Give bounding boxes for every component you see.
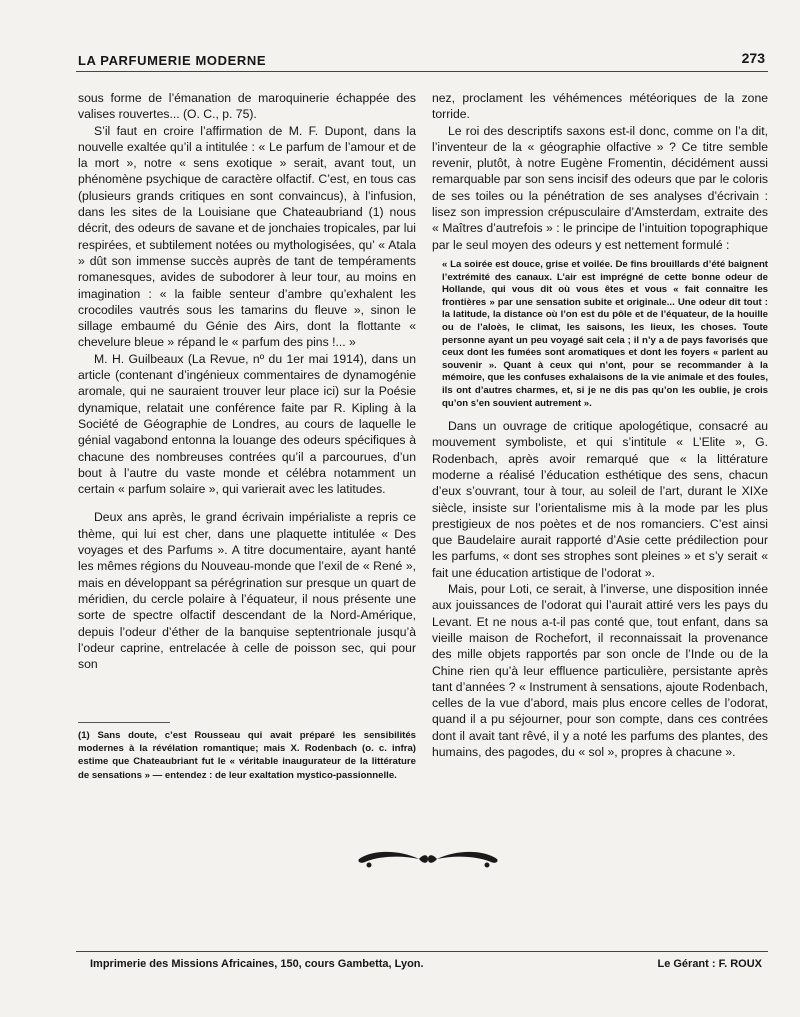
paragraph: sous forme de l’émanation de maroquinerie échappée des valises rouvertes... (O. C., p. 75).	[78, 91, 416, 122]
footer-rule	[76, 951, 768, 952]
paragraph: M. H. Guilbeaux (La Revue, nº du 1er mai 1914), dans un article (contenant d’ingénieux commentaires de dynamogénie aromale, qui ne sauraient trouver leur place ici) sur la Poésie dynamique, relatait une conférence faite par R. Kipling à la Société de Géographie de Londres, au cours de laquelle le génial vagabond entonna la louange des odeurs spécifiques à chacune des nombreuses contrées qu’il a parcourues, d’un bout à l’autre du vaste monde et célébra notamment un certain « parfum solaire », qui varierait avec les latitudes.	[78, 351, 416, 497]
footnote: (1) Sans doute, c’est Rousseau qui avait préparé les sensibilités modernes à la révélation romantique; mais X. Rodenbach (o. c. infra) estime que Chateaubriant fut le « véritable inaugurateur de la littérature de sensations » — entendez : de leur exaltation mystico-passionnelle.	[78, 730, 416, 781]
running-header-title: LA PARFUMERIE MODERNE	[78, 53, 267, 68]
decorative-scroll-ornament	[353, 846, 503, 872]
paragraph: Dans un ouvrage de critique apologétique, consacré au mouvement symboliste, et qui s’intitule « L’Elite », G. Rodenbach, après avoir remarqué que « la littérature moderne a réalisé l’éducation esthétique des sens, chacun d’eux s’ouvrant, tour à tour, au soleil de l’art, durant le XIXe siècle, insiste sur l’orientalisme mis à la mode par les plus prestigieux de nos poètes et de nos romanciers. C’est ainsi que Baudelaire aurait rapporté d’Asie cette prédilection pour les parfums, « dont ses strophes sont pleines » et s’y serait « fait une éducation artistique de l’odorat ».	[432, 419, 768, 580]
paragraph: Mais, pour Loti, ce serait, à l’inverse, une disposition innée aux jouissances de l’odorat qui l’aurait attiré vers les pays du Levant. Et ne nous a-t-il pas conté que, tout enfant, dans sa vieille maison de Rochefort, il reconnaissait la provenance des mille objets rapportés par son oncle de l’Inde ou de la Chine rien qu’à leur effluence particulière, persistante après tant d’années ? « Instrument à sensations, ajoute Rodenbach, celles de la vue d’abord, mais plus encore celles de l’odorat, quand il a pu séjourner, pour son compte, dans ces contrées dont il avait tant rêvé, il y a noté les parfums des plantes, des humains, des pagodes, du « sol », propres à chacune ».	[432, 582, 768, 760]
printer-credit: Imprimerie des Missions Africaines, 150, cours Gambetta, Lyon.	[90, 958, 424, 970]
manager-credit: Le Gérant : F. ROUX	[657, 958, 762, 970]
page-number: 273	[741, 50, 765, 66]
right-column	[432, 90, 768, 760]
left-column	[78, 90, 416, 672]
paragraph: nez, proclament les véhémences météoriques de la zone torride.	[432, 91, 768, 122]
header-rule	[76, 71, 768, 72]
paragraph: S’il faut en croire l’affirmation de M. F. Dupont, dans la nouvelle exaltée qu’il a intitulée : « Le parfum de l’amour et de la mort », notre « sens exotique » serait, avant tout, un phénomène psychique de caractère olfactif. C’est, en tous cas (plusieurs grands critiques en sont convaincus), à l’infusion, dans les sites de la Louisiane que Chateaubriand (1) nous décrit, des odeurs de savane et de jonchaies tropicales, par lui respirées, et subtilement notées ou mythologisées, qu’ « Atala » dût son immense succès auprès de tant de tempéraments romanesques, avides de subodorer à leur tour, au moins en imagination : « la faible senteur d’ambre qu’exhalent les crocodiles vautrés sous les tamarins du fleuve », sinon le sillage embaumé du Génie des Airs, dont la flottante « chevelure bleue » répand le « parfum des pins !... »	[78, 123, 416, 350]
paragraph: Deux ans après, le grand écrivain impérialiste a repris ce thème, qui lui est cher, dans une plaquette intitulée « Des voyages et des Parfums ». A titre documentaire, ayant hanté les mêmes régions du Nouveau-monde que l’exil de « René », mais en développant sa pérégrination sur presque un quart de méridien, du cercle polaire à l’équateur, il nous présente une sorte de spectre olfactif descendant de la Nord-Amérique, depuis l’odeur d’éther de la banquise septentrionale jusqu’à l’odeur caprine, entrelacée à celle de poisson sec, qui pour son	[78, 510, 416, 672]
footnote-rule	[78, 722, 170, 723]
paragraph: Le roi des descriptifs saxons est-il donc, comme on l’a dit, l’inventeur de la « géographie olfactive » ? Ce titre semble revenir, plutôt, à notre Eugène Fromentin, décidément aussi remarquable par son sens incisif des odeurs que par le coloris de ses toiles ou la pénétration de ses analyses d’écrivain : lisez son impression crépusculaire d’Amsterdam, extraite des « Maîtres d’autrefois » : le principe de l’intuition topographique par le seul moyen des odeurs y est nettement formulé :	[432, 123, 768, 252]
block-quote	[432, 259, 768, 410]
quote-text: « La soirée est douce, grise et voilée. De fins brouillards d’été baignent l’extrémité des canaux. L’air est imprégné de cette bonne odeur de Hollande, qui vous dit où vous êtes et vous « fait connaître les frontières » par une sensation subite et originale... Une odeur dit tout : la latitude, la distance où l’on est du pôle et de l’équateur, de la houille ou de l’aloès, le climat, les saisons, les lieux, les choses. Toute personne ayant un peu voyagé sait cela ; il n’y a de pays favorisés que ceux dont les fumées sont aromatiques et dont les foyers « parlent au souvenir ». Quant à ceux qui n’ont, pour se recommander à la mémoire, que les confuses exhalaisons de la vie animale et des foules, ils ont d’autres charmes, et, si je ne dis pas qu’on les oublie, je crois qu’on s’en souvient autrement ».	[442, 258, 768, 409]
